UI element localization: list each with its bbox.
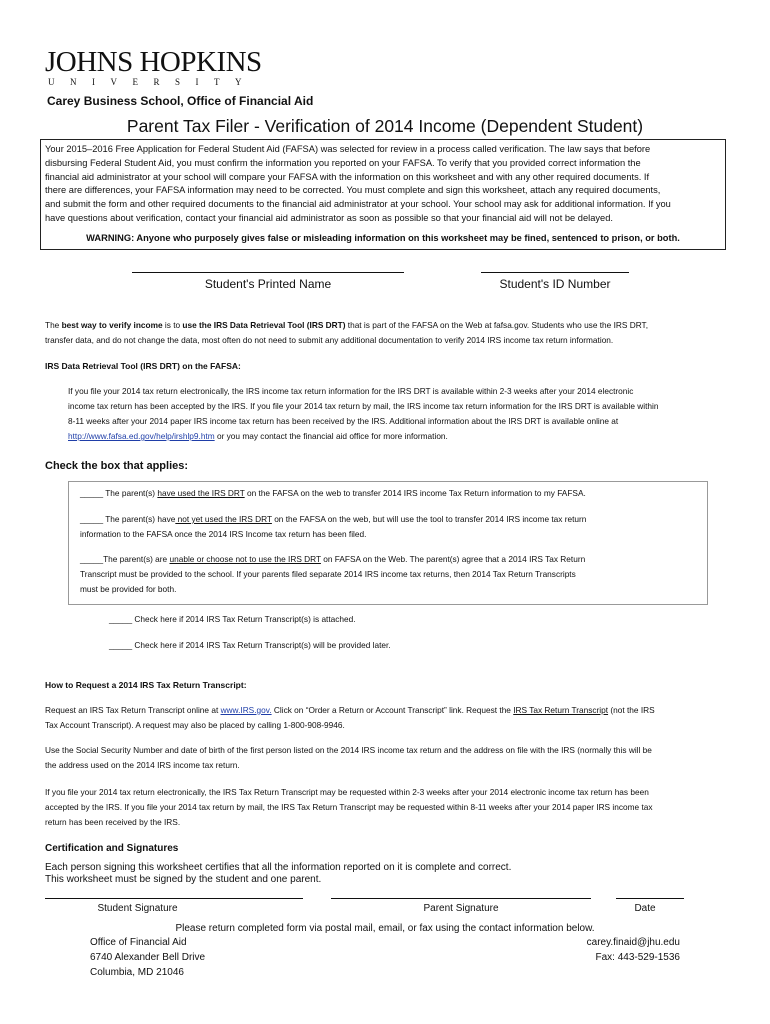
student-name-line[interactable] (132, 272, 404, 273)
text: Tax Account Transcript). A request may also be placed by calling 1-800-908-9946. (45, 720, 345, 730)
date-line[interactable] (616, 898, 684, 899)
date-label: Date (634, 903, 656, 914)
student-signature-label: Student Signature (97, 903, 178, 914)
student-name-label: Student's Printed Name (204, 277, 332, 291)
text: or you may contact the financial aid office for more information. (214, 431, 448, 441)
text: This worksheet must be signed by the student and one parent. (45, 874, 322, 885)
return-address (90, 935, 205, 980)
text-underlined: have used the IRS DRT (157, 488, 245, 498)
text-bold: use the IRS Data Retrieval Tool (IRS DRT) (182, 320, 346, 330)
intro-line: there are differences, your FAFSA information may need to be corrected. You must complete and sign this worksheet, attach any required documents, (45, 185, 661, 196)
return-instructions: Please return completed form via postal mail, email, or fax using the contact information below. (175, 923, 595, 934)
request-paragraph-3 (45, 785, 745, 830)
text: information to the FAFSA once the 2014 IRS Income tax return has been filed. (80, 529, 367, 539)
check-heading: Check the box that applies: (45, 460, 189, 472)
text: Each person signing this worksheet certifies that all the information reported on it is complete and correct. (45, 862, 512, 873)
address-line: 6740 Alexander Bell Drive (90, 952, 206, 963)
text: The parent(s) (103, 488, 158, 498)
intro-line: have questions about verification, contact your financial aid administrator as soon as possible so that your financial aid will not be delayed. (45, 212, 613, 223)
text: on the FAFSA on the web to transfer 2014 IRS income Tax Return information to my FAFSA. (244, 488, 586, 498)
text: Click on “Order a Return or Account Transcript” link. Request the (271, 705, 514, 715)
text-underlined: not yet used the IRS DRT (175, 514, 272, 524)
intro-line: disbursing Federal Student Aid, you must confirm the information you reported on your FAFSA. To verify that you provided correct information the (45, 157, 641, 168)
school-name: Carey Business School, Office of Financial Aid (47, 94, 314, 108)
warning-text: WARNING: Anyone who purposely gives false or misleading information on this worksheet may be fined, sentenced to prison, or both. (86, 233, 680, 243)
address-line: Columbia, MD 21046 (90, 967, 184, 978)
sub-option-later[interactable] (109, 638, 669, 653)
text: is to (162, 320, 183, 330)
checkbox-blank[interactable]: _____ (109, 614, 133, 624)
text-bold: best way to verify income (61, 320, 163, 330)
request-paragraph-1 (45, 703, 735, 733)
certification-heading: Certification and Signatures (45, 843, 179, 854)
student-id-line[interactable] (481, 272, 629, 273)
text: The parent(s) have (103, 514, 176, 524)
university-logo-subtitle: UNIVERSITY (48, 77, 257, 87)
text: (not the IRS (608, 705, 655, 715)
text: The (45, 320, 62, 330)
text: If you file your 2014 tax return electronically, the IRS income tax return information for the IRS DRT is available within 2-3 weeks after your 2014 electronic (68, 386, 634, 396)
drt-heading: IRS Data Retrieval Tool (IRS DRT) on the FAFSA: (45, 361, 241, 371)
certification-text (45, 862, 511, 886)
text: must be provided for both. (80, 584, 177, 594)
text: Request an IRS Tax Return Transcript online at (45, 705, 221, 715)
form-title: Parent Tax Filer - Verification of 2014 Income (Dependent Student) (126, 116, 644, 136)
sub-option-attached[interactable] (109, 612, 669, 627)
text: transfer data, and do not change the data, most often do not need to submit any additional documentation to verify 2014 IRS income tax return information. (45, 335, 614, 345)
request-heading: How to Request a 2014 IRS Tax Return Transcript: (45, 680, 247, 690)
intro-line: Your 2015–2016 Free Application for Federal Student Aid (FAFSA) was selected for review in a process called verification. The law says that before (45, 144, 651, 154)
text: Check here if 2014 IRS Tax Return Transcript(s) will be provided later. (132, 640, 391, 650)
university-logo-name: JOHNS HOPKINS (45, 46, 262, 78)
checkbox-blank[interactable]: _____ (80, 554, 104, 564)
parent-signature-label: Parent Signature (423, 903, 499, 914)
option-unable-drt[interactable] (80, 552, 700, 597)
return-contact (480, 935, 680, 965)
parent-signature-line[interactable] (331, 898, 591, 899)
option-not-yet-used-drt[interactable] (80, 512, 700, 542)
text: accepted by the IRS. If you file your 2014 tax return by mail, the IRS Tax Return Transcript may be requested within 8-11 weeks after your 2014 paper IRS income tax (45, 802, 653, 812)
text: that is part of the FAFSA on the Web at fafsa.gov. Students who use the IRS DRT, (345, 320, 649, 330)
text: Check here if 2014 IRS Tax Return Transcript(s) is attached. (132, 614, 356, 624)
contact-email[interactable]: carey.finaid@jhu.edu (586, 937, 680, 948)
student-id-label: Student's ID Number (499, 277, 611, 291)
best-way-paragraph (45, 318, 735, 348)
text: 8-11 weeks after your 2014 paper IRS income tax return has been received by the IRS. Additional information about the IRS DRT is available online at (68, 416, 619, 426)
student-signature-line[interactable] (45, 898, 303, 899)
text: income tax return has been accepted by the IRS. If you file your 2014 tax return by mail, the IRS income tax return information for the IRS DRT is available within (68, 401, 659, 411)
option-used-drt[interactable] (80, 486, 700, 501)
intro-text (45, 143, 725, 226)
text: on the FAFSA on the web, but will use the tool to transfer 2014 IRS income tax return (271, 514, 587, 524)
text-underlined: unable or choose not to use the IRS DRT (169, 554, 321, 564)
contact-fax: Fax: 443-529-1536 (595, 952, 680, 963)
intro-line: and submit the form and other required documents to the financial aid administrator at your school. Your school may ask for additional information. If you (45, 199, 671, 210)
drt-paragraph (68, 384, 738, 444)
text: Use the Social Security Number and date of birth of the first person listed on the 2014 IRS income tax return and the address on file with the IRS (normally this will be (45, 745, 652, 755)
irs-link[interactable]: www.IRS.gov. (220, 705, 272, 715)
checkbox-blank[interactable]: _____ (80, 488, 104, 498)
text: Transcript must be provided to the school. If your parents filed separate 2014 IRS income tax returns, then 2014 Tax Return Transcripts (80, 569, 576, 579)
intro-line: financial aid administrator at your school will compare your FAFSA with the information on this worksheet and with any other required documents. If (45, 171, 650, 182)
text: return has been received by the IRS. (45, 817, 181, 827)
text: on FAFSA on the Web. The parent(s) agree that a 2014 IRS Tax Return (320, 554, 586, 564)
text-underlined: IRS Tax Return Transcript (513, 705, 609, 715)
text: If you file your 2014 tax return electronically, the IRS Tax Return Transcript may be requested within 2-3 weeks after your 2014 electronic income tax return has been (45, 787, 649, 797)
checkbox-blank[interactable]: _____ (109, 640, 133, 650)
request-paragraph-2 (45, 743, 745, 773)
text: The parent(s) are (103, 554, 170, 564)
text: the address used on the 2014 IRS income tax return. (45, 760, 240, 770)
checkbox-blank[interactable]: _____ (80, 514, 104, 524)
address-line: Office of Financial Aid (90, 937, 187, 948)
drt-help-link[interactable]: http://www.fafsa.ed.gov/help/irshlp9.htm (68, 431, 215, 441)
